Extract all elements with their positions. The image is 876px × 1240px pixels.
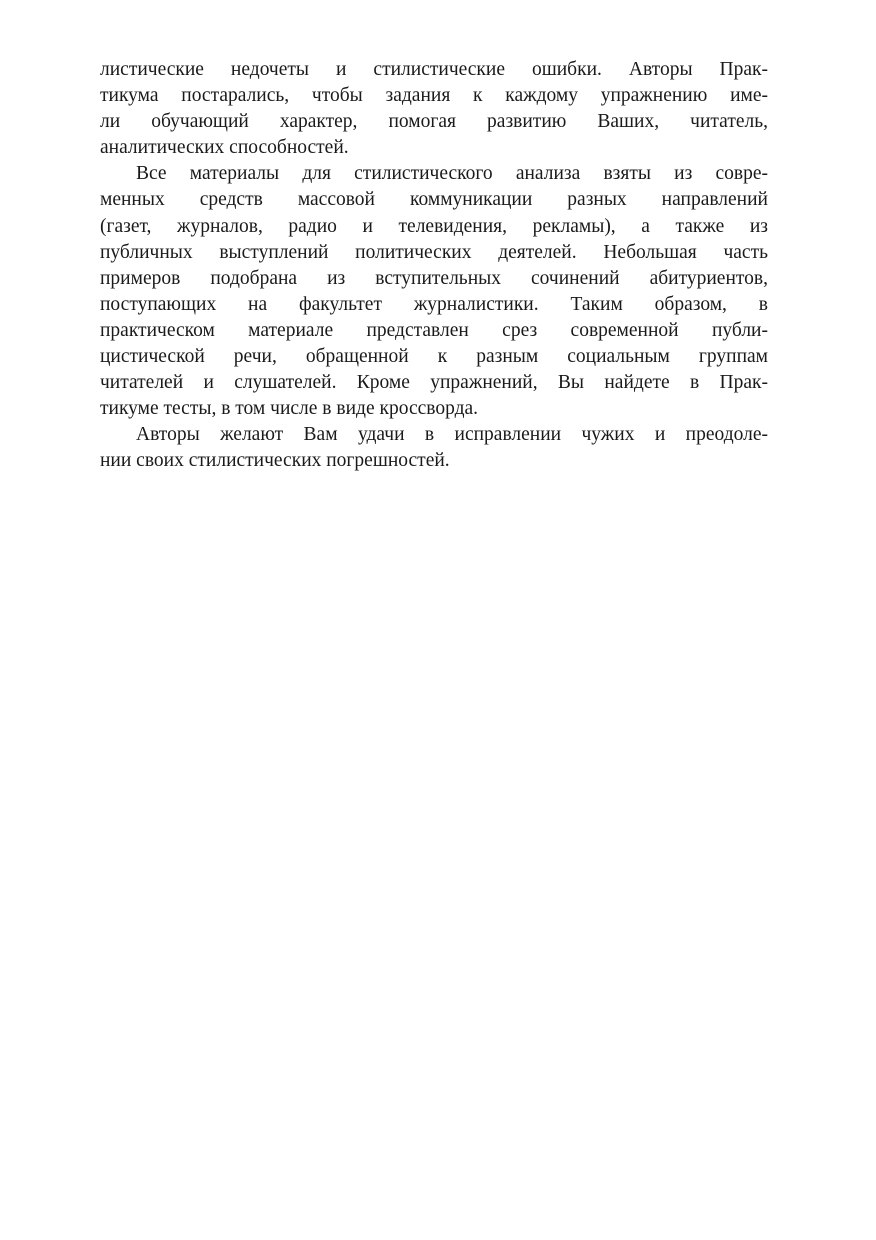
paragraph-2 [100, 161, 768, 422]
text-line: менных средств массовой коммуникации разных направлений [100, 189, 768, 211]
text-line: листические недочеты и стилистические ошибки. Авторы Прак- [100, 59, 768, 80]
text-line: нии своих стилистических погрешностей. [100, 450, 450, 472]
paragraph-1 [100, 57, 768, 161]
document-page [100, 57, 768, 475]
text-line: цистической речи, обращенной к разным социальным группам [100, 346, 768, 368]
text-line: Все материалы для стилистического анализа взяты из совре- [136, 163, 768, 185]
text-line: (газет, журналов, радио и телевидения, рекламы), а также из [100, 215, 768, 237]
text-line: Авторы желают Вам удачи в исправлении чужих и преодоле- [136, 424, 768, 446]
text-line: практическом материале представлен срез современной публи- [100, 319, 768, 341]
text-line: тикума постарались, чтобы задания к каждому упражнению име- [100, 85, 768, 107]
text-line: аналитических способностей. [100, 137, 349, 159]
text-line: публичных выступлений политических деятелей. Небольшая часть [100, 241, 768, 263]
text-line: читателей и слушателей. Кроме упражнений, Вы найдете в Прак- [100, 372, 768, 394]
text-line: примеров подобрана из вступительных сочинений абитуриентов, [100, 267, 768, 289]
text-line: ли обучающий характер, помогая развитию Ваших, читатель, [100, 111, 768, 133]
text-line: поступающих на факультет журналистики. Таким образом, в [100, 293, 768, 315]
text-line: тикуме тесты, в том числе в виде кроссворда. [100, 398, 479, 420]
paragraph-3 [100, 422, 768, 474]
